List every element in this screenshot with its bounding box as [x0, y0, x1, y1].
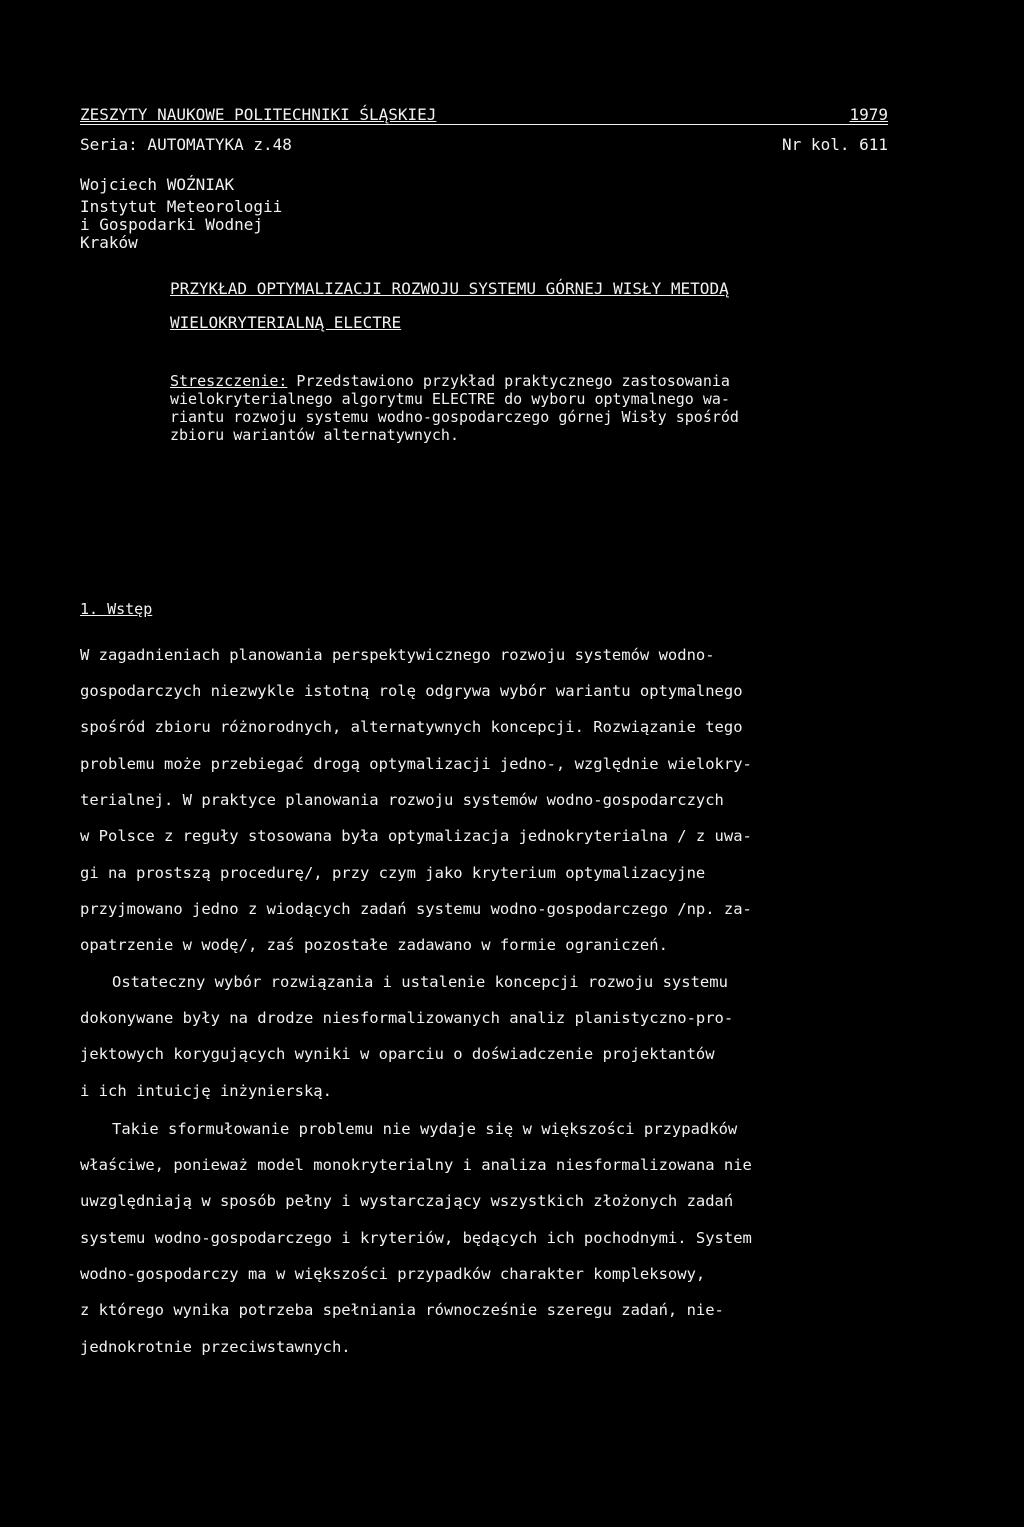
body-line: i ich intuicję inżynierską.	[80, 1082, 332, 1100]
body-line: gospodarczych niezwykle istotną rolę odgrywa wybór wariantu optymalnego	[80, 682, 743, 700]
abstract-line: wielokryterialnego algorytmu ELECTRE do wyboru optymalnego wa-	[170, 390, 730, 408]
body-line: jednokrotnie przeciwstawnych.	[80, 1338, 351, 1356]
series-number: Nr kol. 611	[782, 135, 888, 154]
journal-header	[80, 106, 888, 126]
affiliation-line-2: i Gospodarki Wodnej	[80, 215, 264, 234]
body-line: problemu może przebiegać drogą optymalizacji jedno-, względnie wielokry-	[80, 755, 752, 773]
paper-title-line-2: WIELOKRYTERIALNĄ ELECTRE	[170, 313, 402, 332]
body-line: terialnej. W praktyce planowania rozwoju systemów wodno-gospodarczych	[80, 791, 724, 809]
series-line	[80, 136, 888, 156]
body-line: właściwe, ponieważ model monokryterialny i analiza niesformalizowana nie	[80, 1156, 752, 1174]
body-line: przyjmowano jedno z wiodących zadań systemu wodno-gospodarczego /np. za-	[80, 900, 752, 918]
body-line: opatrzenie w wodę/, zaś pozostałe zadawano w formie ograniczeń.	[80, 936, 668, 954]
journal-year: 1979	[849, 105, 888, 124]
abstract-text: Przedstawiono przykład praktycznego zastosowania	[287, 372, 730, 390]
journal-name: ZESZYTY NAUKOWE POLITECHNIKI ŚLĄSKIEJ	[80, 105, 437, 124]
paper-title-line-1: PRZYKŁAD OPTYMALIZACJI ROZWOJU SYSTEMU GÓRNEJ WISŁY METODĄ	[170, 279, 729, 298]
body-line: dokonywane były na drodze niesformalizowanych analiz planistyczno-pro-	[80, 1009, 734, 1027]
affiliation-line-3: Kraków	[80, 233, 138, 252]
body-line: Takie sformułowanie problemu nie wydaje się w większości przypadków	[112, 1120, 738, 1138]
body-line: systemu wodno-gospodarczego i kryteriów, będących ich pochodnymi. System	[80, 1229, 752, 1247]
abstract-line: riantu rozwoju systemu wodno-gospodarczego górnej Wisły spośród	[170, 408, 739, 426]
body-line: gi na prostszą procedurę/, przy czym jako kryterium optymalizacyjne	[80, 864, 706, 882]
abstract-line: zbioru wariantów alternatywnych.	[170, 426, 459, 444]
body-line: spośród zbioru różnorodnych, alternatywnych koncepcji. Rozwiązanie tego	[80, 718, 743, 736]
body-line: jektowych korygujących wyniki w oparciu o doświadczenie projektantów	[80, 1045, 715, 1063]
header-rule	[80, 124, 888, 125]
body-line: wodno-gospodarczy ma w większości przypadków charakter kompleksowy,	[80, 1265, 706, 1283]
body-line: uwzględniają w sposób pełny i wystarczający wszystkich złożonych zadań	[80, 1192, 734, 1210]
body-line: Ostateczny wybór rozwiązania i ustalenie koncepcji rozwoju systemu	[112, 973, 728, 991]
body-line: z którego wynika potrzeba spełniania równocześnie szeregu zadań, nie-	[80, 1301, 724, 1319]
series-label: Seria: AUTOMATYKA z.48	[80, 135, 292, 154]
author-name: Wojciech WOŹNIAK	[80, 175, 235, 194]
abstract	[170, 372, 882, 444]
body-line: w Polsce z reguły stosowana była optymalizacja jednokryterialna / z uwa-	[80, 827, 752, 845]
body-line: W zagadnieniach planowania perspektywicznego rozwoju systemów wodno-	[80, 646, 715, 664]
affiliation-line-1: Instytut Meteorologii	[80, 197, 283, 216]
abstract-line	[170, 372, 882, 390]
abstract-label: Streszczenie:	[170, 372, 288, 390]
section-heading: 1. Wstęp	[80, 600, 153, 618]
